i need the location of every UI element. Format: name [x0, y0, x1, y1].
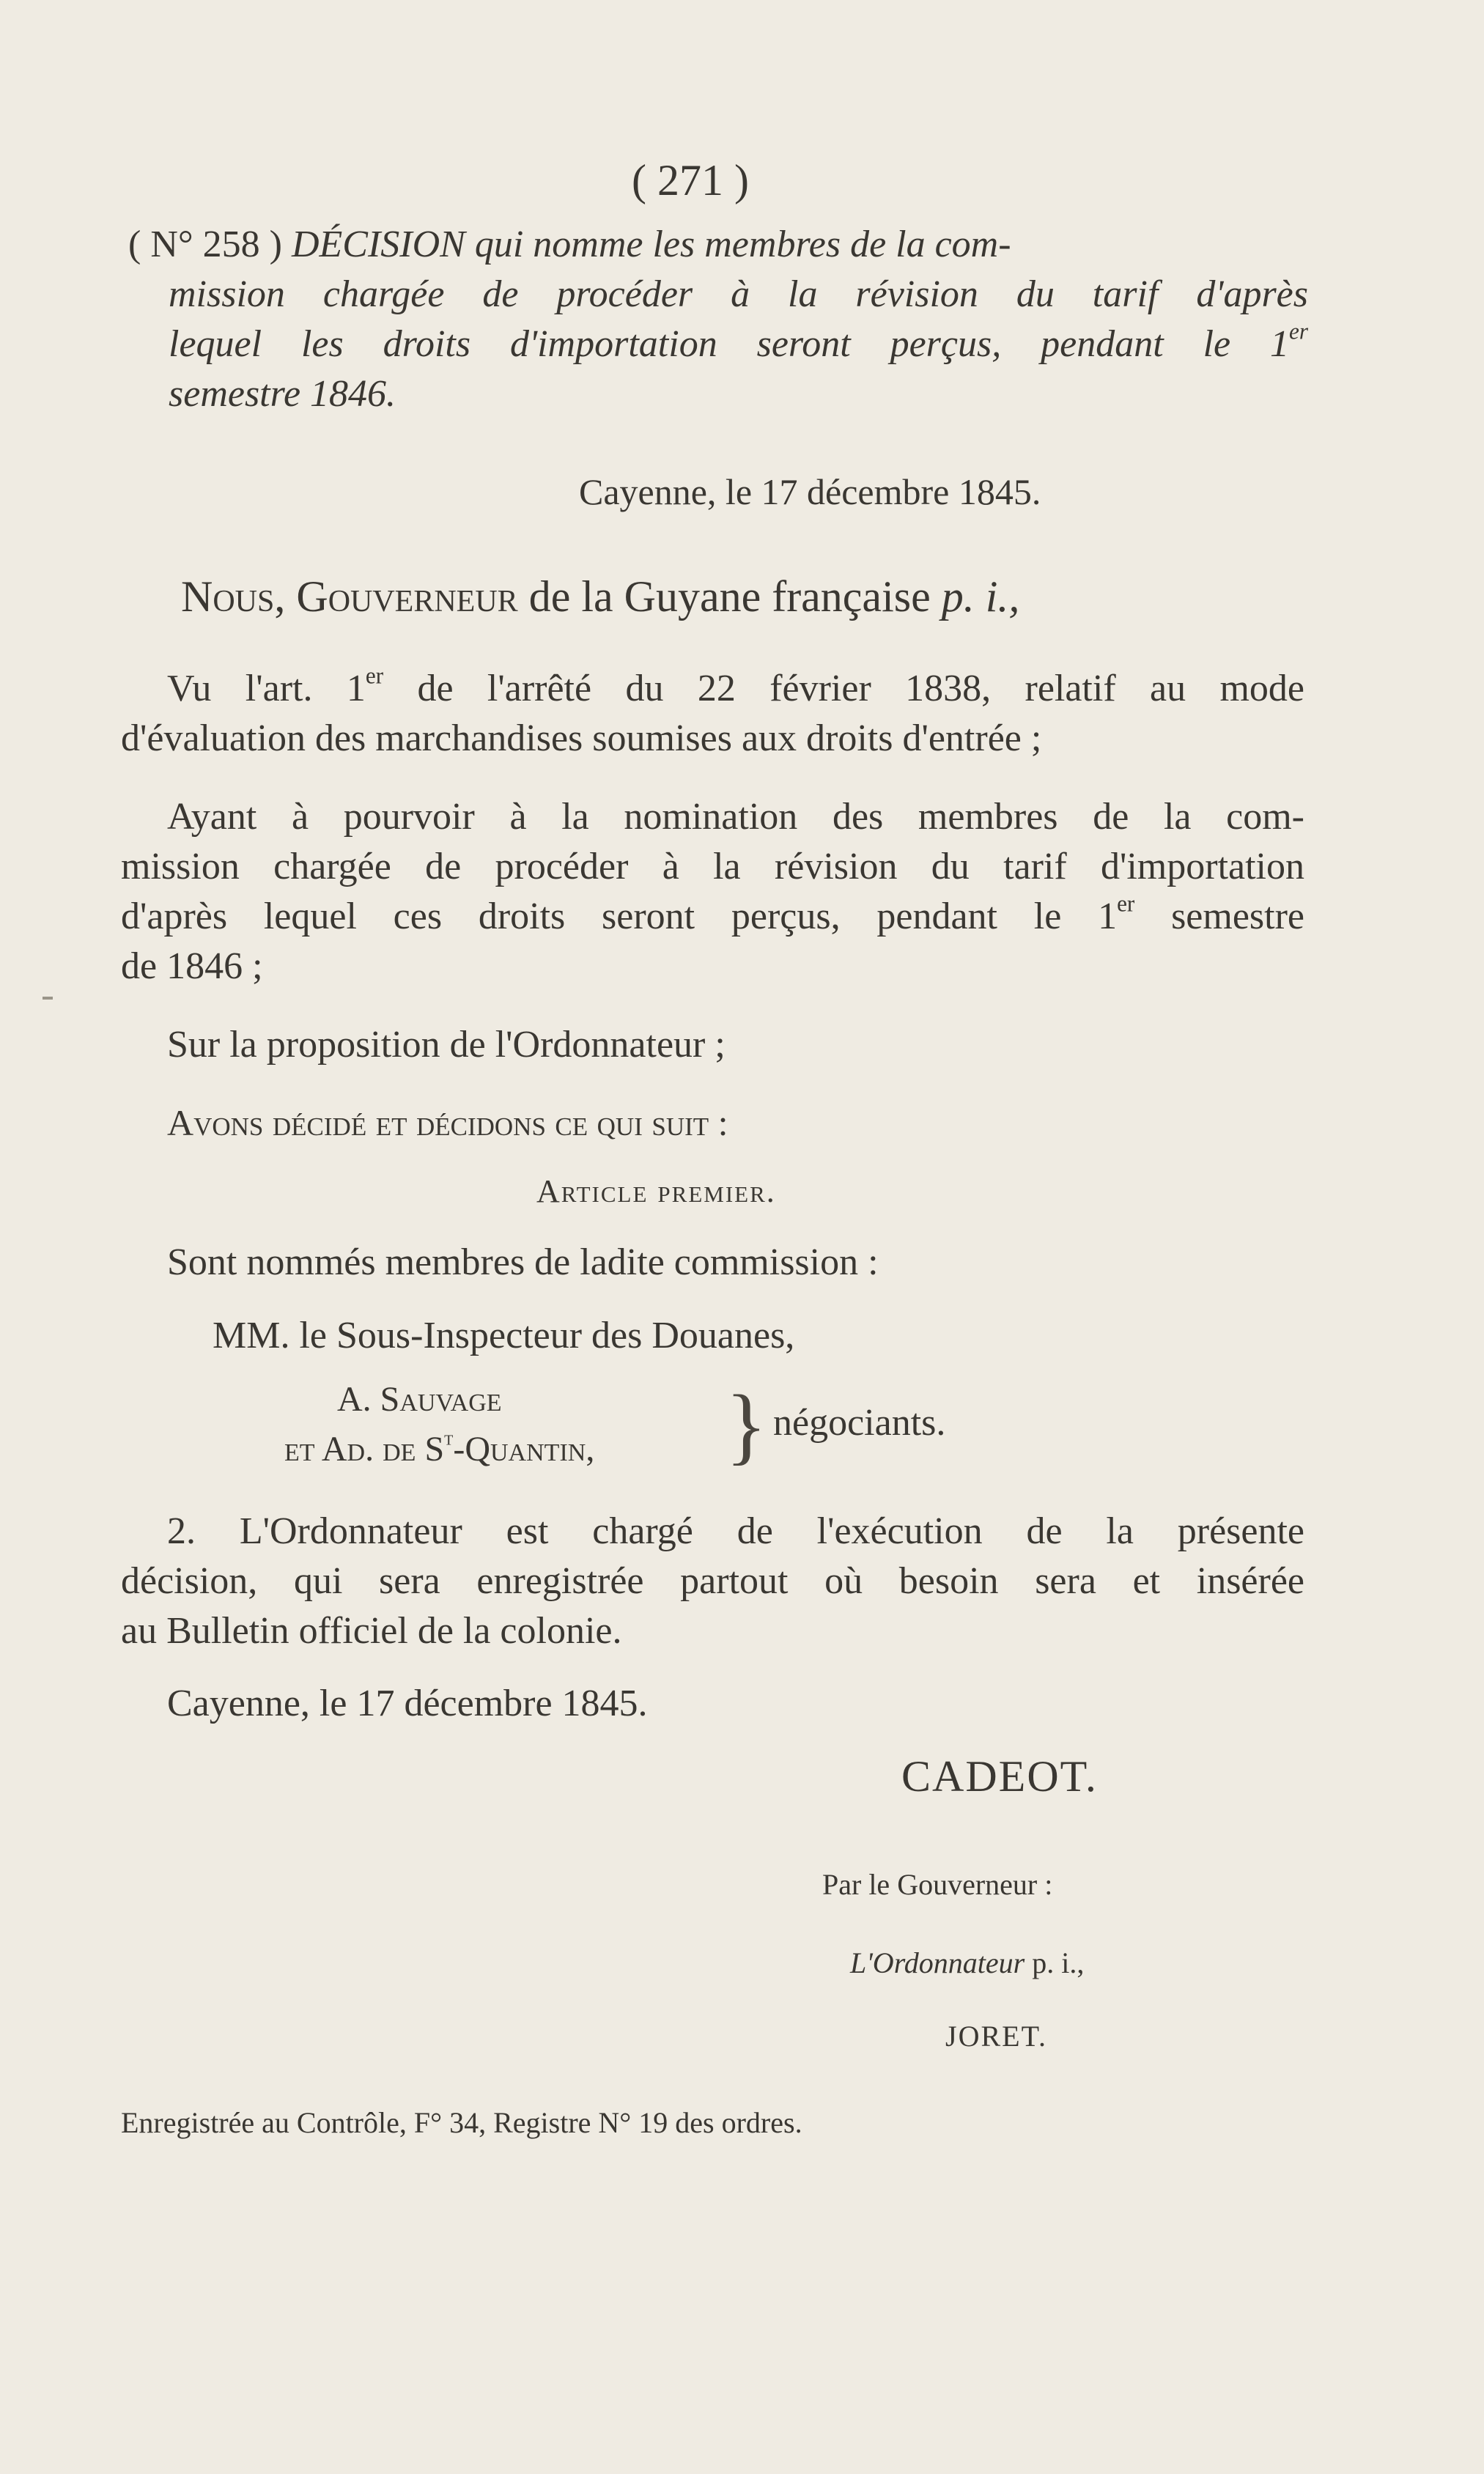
colony-name: de la Guyane française [528, 572, 931, 621]
art2-line-3: au Bulletin officiel de la colonie. [121, 1610, 622, 1652]
mm-abbrev: MM. [213, 1315, 290, 1356]
closing-date: Cayenne, le 17 décembre 1845. [167, 1683, 648, 1724]
signature-cadeot: CADEOT. [901, 1752, 1098, 1801]
page-number: ( 271 ) [632, 156, 749, 204]
ayant-line-2: mission chargée de procéder à la révision du tarif d'importation [121, 846, 1304, 887]
ordonnateur-line [850, 1946, 1084, 1980]
vu-line-2: d'évaluation des marchandises soumises aux droits d'entrée ; [121, 717, 1042, 759]
sous-inspecteur: le Sous-Inspecteur des Douanes, [299, 1315, 795, 1356]
member-sauvage: A. Sauvage [337, 1380, 502, 1419]
ayant-line-1: Ayant à pourvoir à la nomination des membres de la com- [167, 796, 1304, 838]
ayant-line-4: de 1846 ; [121, 945, 263, 987]
heading-line-1: qui nomme les membres de la com- [474, 224, 1011, 265]
signature-joret: JORET. [945, 2020, 1048, 2053]
heading-line-4: semestre 1846. [169, 373, 396, 415]
nous-word: Nous [181, 572, 275, 621]
nous-gouverneur-line: Nous, Gouverneur de la Guyane française p. i., [181, 572, 1020, 621]
gouverneur-word: Gouverneur [296, 572, 518, 621]
negociants-label: négociants. [773, 1402, 946, 1444]
art2-line-1: 2. L'Ordonnateur est chargé de l'exécution de la présente [167, 1510, 1304, 1552]
proposition-line: Sur la proposition de l'Ordonnateur ; [167, 1024, 726, 1066]
member-quantin: et Ad. de $S^t$-Quantin, [284, 1426, 595, 1469]
decision-number: ( N° 258 ) [128, 224, 282, 265]
vu-line-1: Vu l'art. 1er de l'arrêté du 22 février 1838, relatif au mode [167, 662, 1305, 709]
ayant-line-3: d'après lequel ces droits seront perçus, pendant le 1er semestre [121, 890, 1304, 937]
decision-title-word: DÉCISION [291, 224, 465, 265]
paper-mark [43, 997, 53, 1000]
art2-line-2: décision, qui sera enregistrée partout où besoin sera et insérée [121, 1560, 1304, 1602]
article-premier-heading: Article premier. [536, 1173, 776, 1209]
ordonnateur-pi: p. i., [1032, 1946, 1085, 1979]
members-first-line [213, 1314, 794, 1357]
ordonnateur-title: L'Ordonnateur [850, 1946, 1025, 1979]
dateline: Cayenne, le 17 décembre 1845. [579, 471, 1041, 512]
heading-line-2: mission chargée de procéder à la révision du tarif d'après [169, 273, 1308, 315]
sont-nommes-line: Sont nommés membres de ladite commission : [167, 1241, 879, 1283]
par-le-gouverneur: Par le Gouverneur : [822, 1868, 1053, 1901]
member-brace: } [726, 1377, 767, 1473]
avons-decide-line: Avons décidé et décidons ce qui suit : [167, 1102, 728, 1143]
registration-note: Enregistrée au Contrôle, F° 34, Registre N° 19 des ordres. [121, 2106, 802, 2139]
par-interim: p. i., [941, 572, 1020, 621]
heading-line-3: lequel les droits d'importation seront perçus, pendant le 1er [169, 318, 1308, 365]
